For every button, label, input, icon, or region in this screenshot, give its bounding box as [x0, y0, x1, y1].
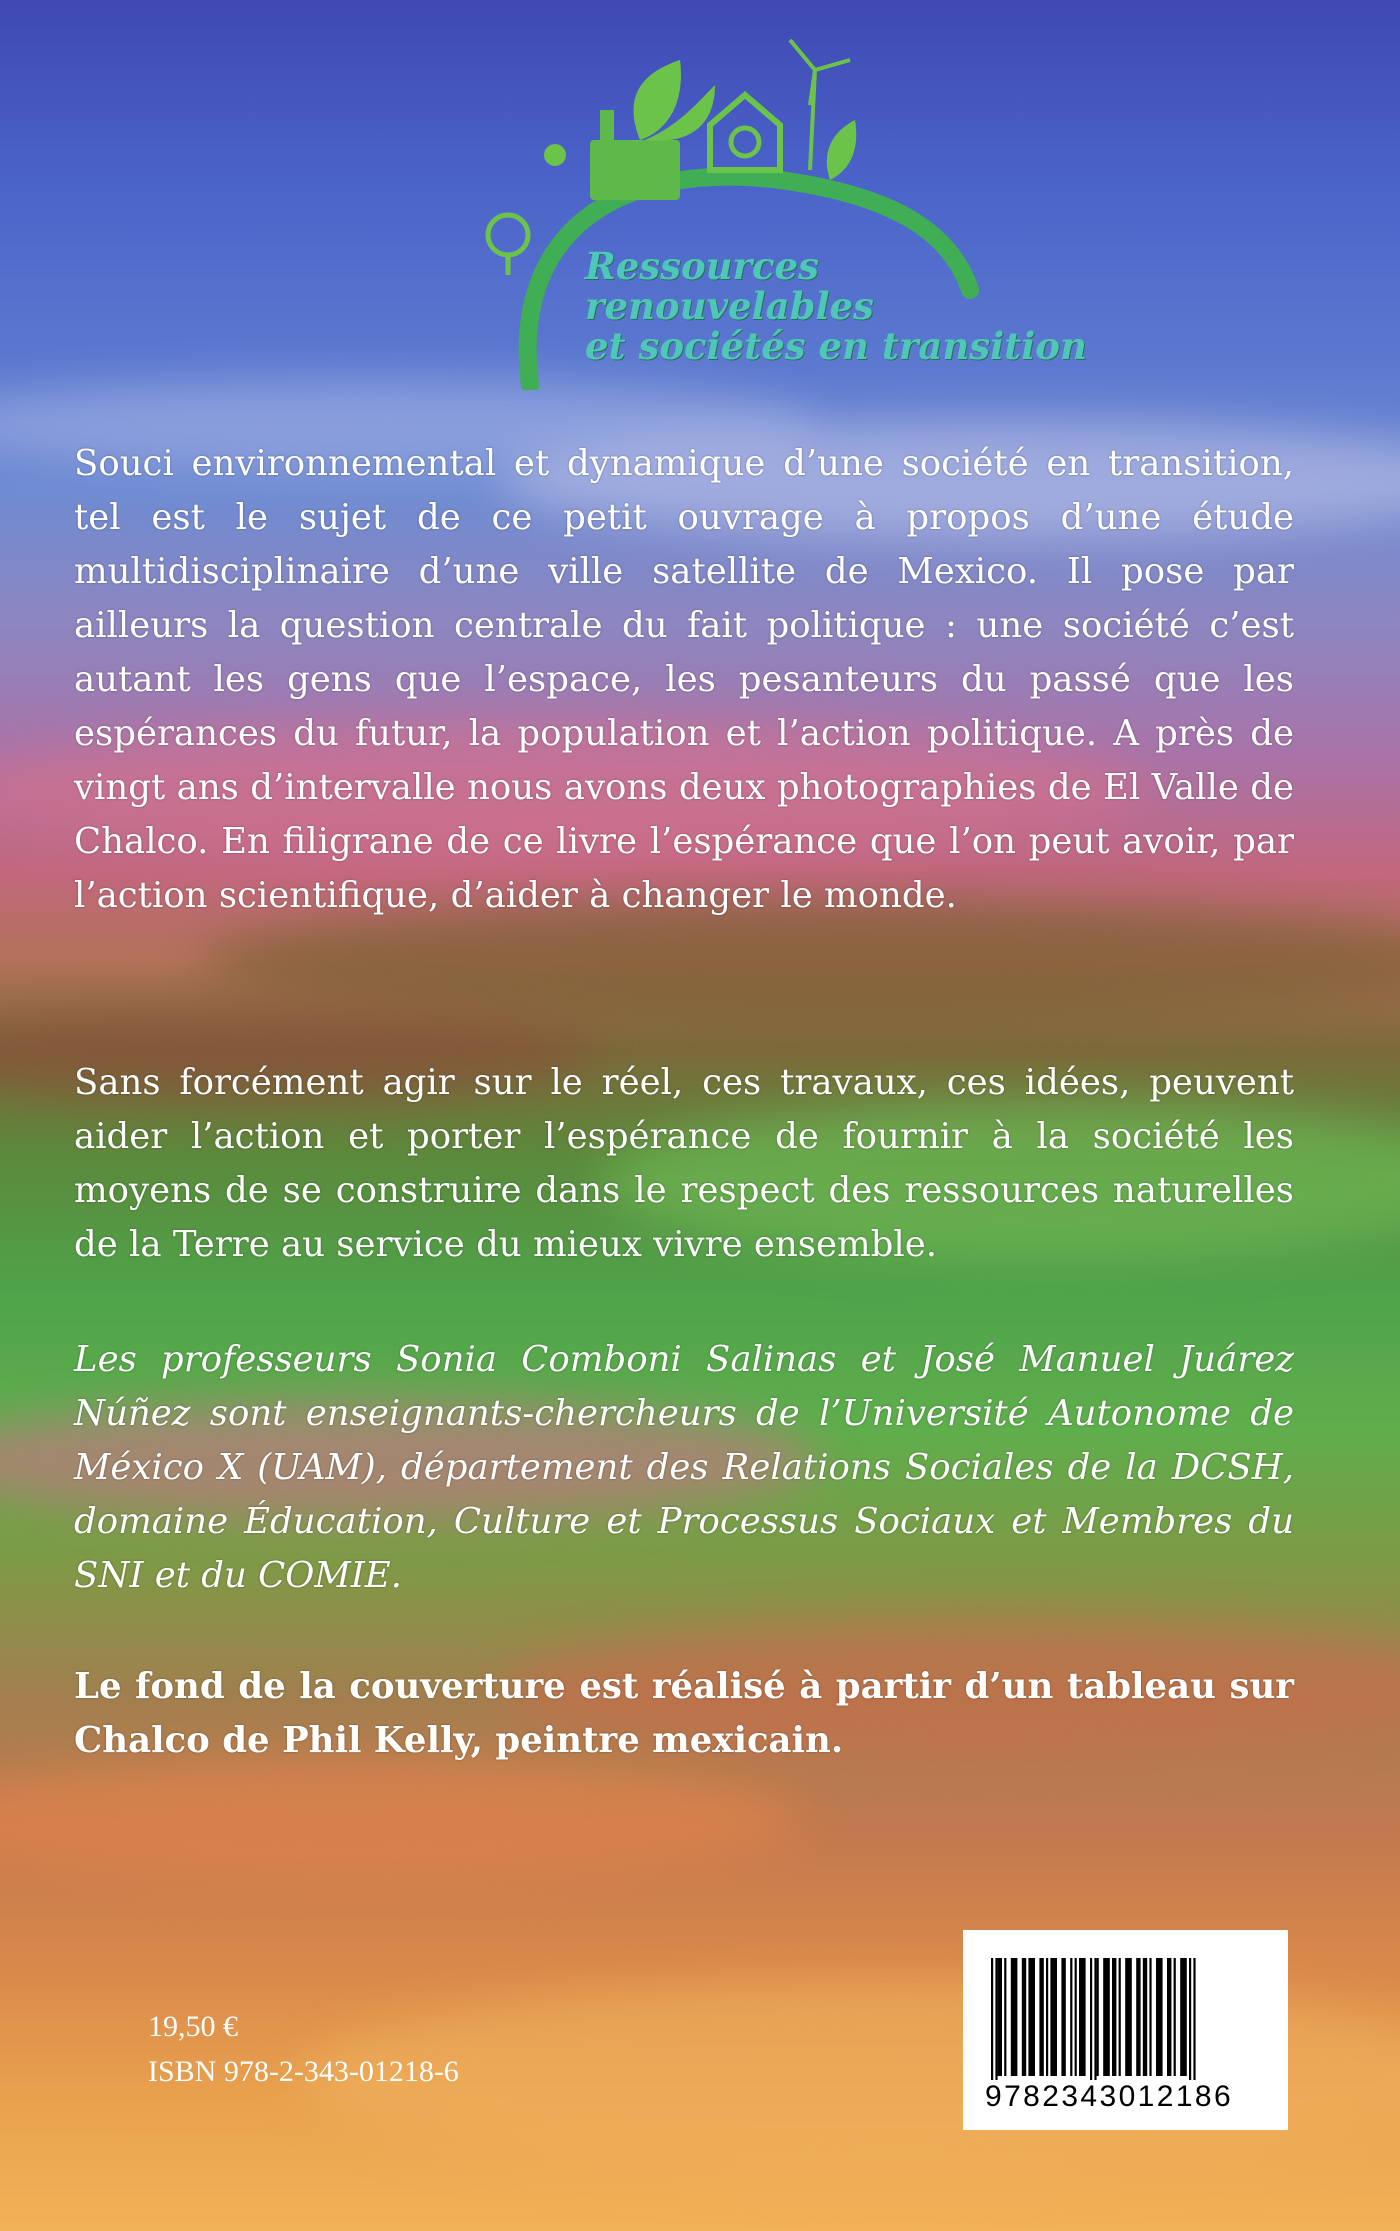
barcode-bar — [1011, 1958, 1018, 2076]
barcode-bar — [1004, 1958, 1006, 2076]
barcode-guard-bar — [1094, 1958, 1096, 2080]
barcode-bar — [1046, 1958, 1048, 2076]
logo-line-2: renouvelables — [585, 284, 874, 328]
barcode-bar — [1156, 1958, 1163, 2076]
cover-credit-paragraph: Le fond de la couverture est réalisé à partir d’un tableau sur Chalco de Phil Kelly, peintre mexicain. — [74, 1666, 1294, 1761]
price: 19,50 € — [148, 2010, 238, 2043]
barcode-guard-bar — [1193, 1958, 1195, 2080]
barcode-guard-bar — [1090, 1958, 1092, 2080]
barcode-bar — [1097, 1958, 1099, 2076]
barcode-bar — [1079, 1958, 1086, 2076]
description-paragraph-1: Souci environnemental et dynamique d’une société en transition, tel est le sujet de ce petit ouvrage à propos d’une étude multidisciplinaire d’une ville satellite de Mexico. Il pose par ailleurs la question centrale du fait politique : une société c’est autant les gens que l’espace, les pesanteurs du passé que les espérances du futur, la population et l’action politique. A près de vingt ans d’intervalle nous avons deux photographies de El Valle de Chalco. En filigrane de ce livre l’espérance que l’on peut avoir, par l’action scientifique, d’aider à changer le monde. — [74, 443, 1294, 916]
lightbulb-icon — [488, 215, 528, 275]
barcode-bar — [1103, 1958, 1110, 2076]
barcode-bar — [1061, 1958, 1065, 2076]
barcode-guard-bar — [991, 1958, 993, 2080]
logo-line-3: et sociétés en transition — [585, 324, 1087, 368]
barcode-bar — [1125, 1958, 1132, 2076]
barcode-bar — [1028, 1958, 1035, 2076]
barcode-guard-bar — [1189, 1958, 1191, 2080]
house-icon — [710, 95, 780, 170]
authors-paragraph: Les professeurs Sonia Comboni Salinas et José Manuel Juárez Núñez sont enseignants-chercheurs de l’Université Autonome de México X (UAM), département des Relations Sociales de la DCSH, domaine Éducation, Culture et Processus Sociaux et Membres du SNI et du COMIE. — [74, 1339, 1294, 1596]
barcode-bar — [1136, 1958, 1140, 2076]
barcode — [963, 1930, 1288, 2130]
barcode-bar — [1022, 1958, 1026, 2076]
barcode-bar — [1119, 1958, 1121, 2076]
barcode-bar — [1070, 1958, 1072, 2076]
barcode-bar — [1050, 1958, 1057, 2076]
barcode-bar — [1143, 1958, 1147, 2076]
sun-icon — [544, 144, 566, 166]
barcode-bar — [998, 1958, 1002, 2076]
leaf-icon — [634, 60, 715, 141]
barcode-bar — [1180, 1958, 1187, 2076]
barcode-bar — [1149, 1958, 1151, 2076]
barcode-guard-bar — [995, 1958, 997, 2080]
barcode-bars — [963, 1930, 1288, 2080]
barcode-bar — [1112, 1958, 1116, 2076]
barcode-digits: 9782343012186 — [985, 2080, 1234, 2113]
isbn: ISBN 978-2-343-01218-6 — [148, 2055, 459, 2088]
barcode-bar — [1174, 1958, 1176, 2076]
barcode-bar — [1167, 1958, 1171, 2076]
recycle-icon — [731, 128, 759, 156]
barcode-bar — [1075, 1958, 1077, 2076]
logo-line-1: Ressources — [585, 244, 819, 288]
barcode-bar — [1039, 1958, 1043, 2076]
description-paragraph-2: Sans forcément agir sur le réel, ces travaux, ces idées, peuvent aider l’action et porter l’espérance de fournir à la société les moyens de se construire dans le respect des ressources naturelles de la Terre au service du mieux vivre ensemble. — [74, 1062, 1294, 1265]
